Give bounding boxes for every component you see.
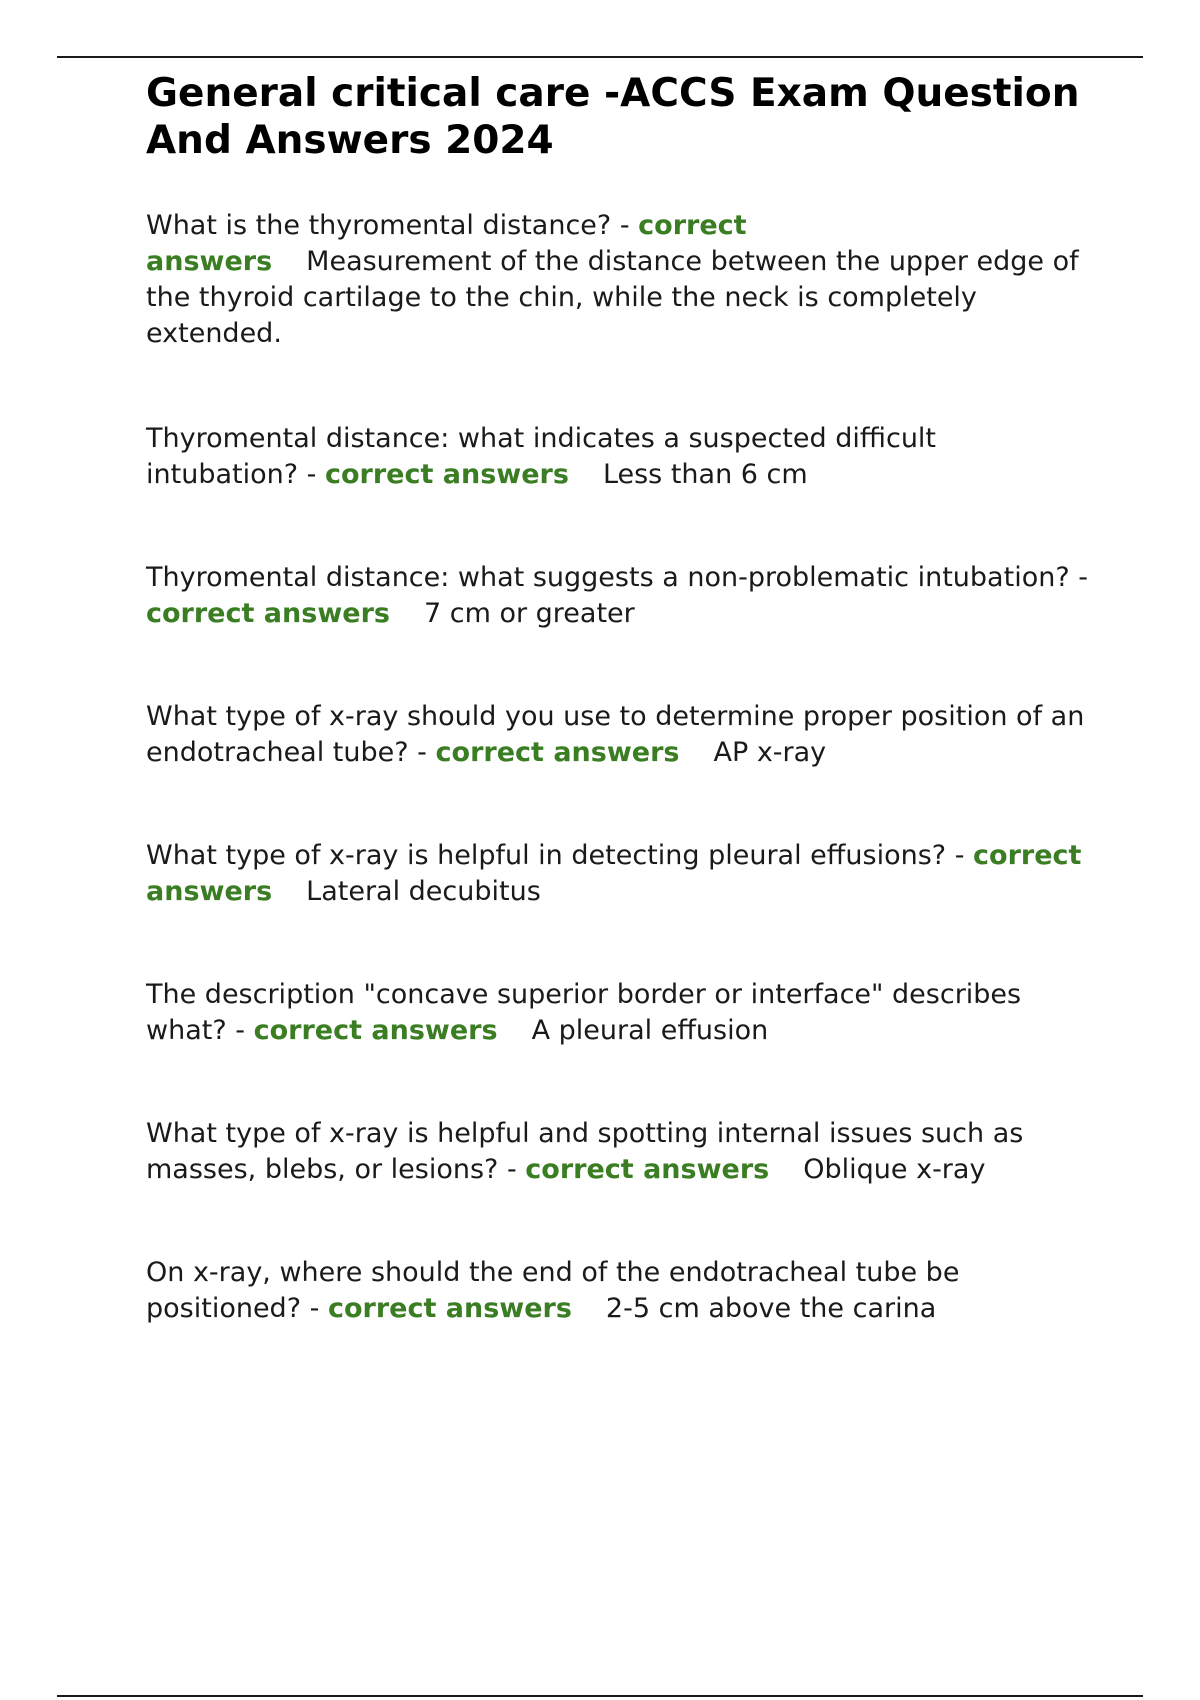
- qa-item: [146, 1116, 1096, 1188]
- qa-item: [146, 838, 1096, 910]
- separator: -: [946, 840, 974, 871]
- question-text: What type of x-ray should you use to determine proper position of an endotracheal tube?: [146, 701, 1085, 768]
- separator: -: [408, 737, 436, 768]
- answer-label: correct answers: [253, 1015, 498, 1046]
- answer-text: 2-5 cm above the carina: [605, 1293, 937, 1324]
- answer-label: correct answers: [324, 459, 569, 490]
- qa-item: [146, 1255, 1096, 1327]
- separator: -: [301, 1293, 328, 1324]
- document-title: General critical care -ACCS Exam Question And Answers 2024: [146, 71, 1080, 163]
- question-text: Thyromental distance: what indicates a suspected difficult intubation?: [146, 423, 937, 490]
- qa-item: [146, 208, 1096, 352]
- qa-item: [146, 699, 1096, 771]
- separator: -: [611, 210, 639, 241]
- answer-text: Measurement of the distance between the upper edge of the thyroid cartilage to the chin, while the neck is completely extended.: [146, 246, 1079, 349]
- answer-text: Lateral decubitus: [306, 876, 541, 907]
- separator: -: [298, 459, 325, 490]
- separator: -: [226, 1015, 254, 1046]
- answer-label: correct answers: [525, 1154, 770, 1185]
- answer-text: 7 cm or greater: [423, 598, 635, 629]
- qa-item: [146, 977, 1096, 1049]
- answer-text: A pleural effusion: [531, 1015, 769, 1046]
- document-body: [146, 70, 1096, 1394]
- answer-text: AP x-ray: [713, 737, 827, 768]
- separator: -: [1069, 562, 1088, 593]
- question-text: The description "concave superior border or interface" describes what?: [146, 979, 1022, 1046]
- qa-list: [146, 208, 1096, 1327]
- answer-label: correct answers: [146, 210, 747, 277]
- question-text: Thyromental distance: what suggests a non-problematic intubation?: [146, 562, 1070, 593]
- question-text: What type of x-ray is helpful and spotting internal issues such as masses, blebs, or lesions?: [146, 1118, 1024, 1185]
- question-text: On x-ray, where should the end of the endotracheal tube be positioned?: [146, 1257, 960, 1324]
- answer-label: correct answers: [327, 1293, 572, 1324]
- question-text: What is the thyromental distance?: [146, 210, 612, 241]
- answer-label: correct answers: [146, 598, 390, 629]
- answer-label: correct answers: [435, 737, 680, 768]
- answer-text: Less than 6 cm: [602, 459, 808, 490]
- separator: -: [498, 1154, 526, 1185]
- top-rule: [57, 56, 1143, 58]
- answer-label: correct answers: [146, 840, 1082, 907]
- question-text: What type of x-ray is helpful in detecting pleural effusions?: [146, 840, 947, 871]
- qa-item: [146, 560, 1096, 632]
- qa-item: [146, 421, 1096, 493]
- answer-text: Oblique x-ray: [803, 1154, 986, 1185]
- bottom-rule: [57, 1695, 1143, 1697]
